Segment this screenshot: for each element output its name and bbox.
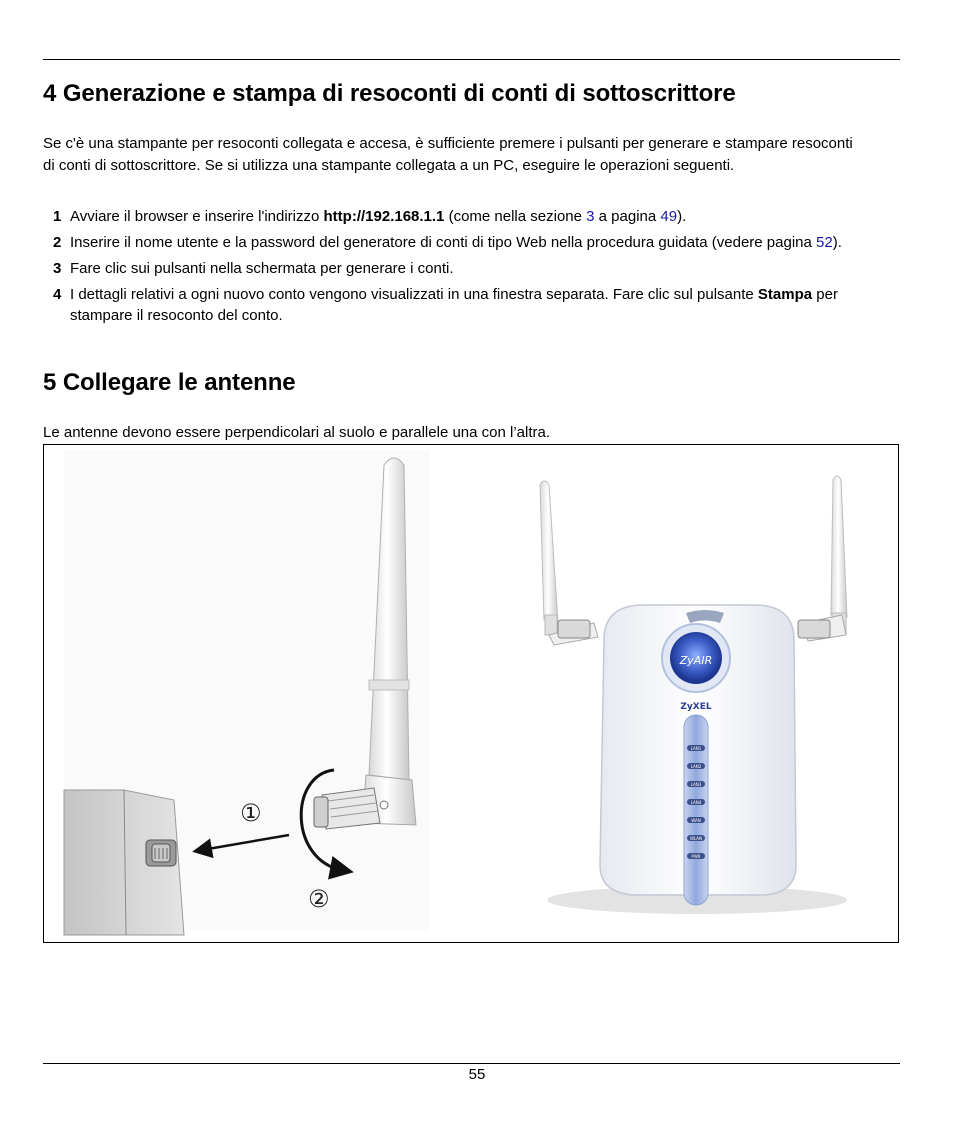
led-label: WAN <box>691 818 701 823</box>
step-item <box>43 232 900 253</box>
step-text: ). <box>677 208 687 225</box>
step-text: Fare clic sui pulsanti nella schermata per generare i conti. <box>70 260 454 277</box>
step-text: I dettagli relativi a ogni nuovo conto vengono visualizzati in una finestra separata. Fare clic sul pulsante <box>70 286 758 303</box>
footer-rule <box>43 1063 900 1064</box>
step-text: per stampare il resoconto del conto. <box>70 286 838 324</box>
device-brand: ZyXEL <box>680 702 712 712</box>
section-5-text: Le antenne devono essere perpendicolari al suolo e parallele una con l’altra. <box>43 424 551 441</box>
page-number: 55 <box>468 1066 486 1083</box>
step-item <box>43 258 900 279</box>
step-number: 1 <box>53 208 62 225</box>
device-logo: ZyAIR <box>679 654 713 667</box>
led-label: LAN4 <box>690 800 702 805</box>
step-item <box>43 206 900 227</box>
step-text: Avviare il browser e inserire l'indirizzo <box>70 208 324 225</box>
section-4-intro: Se c'è una stampante per resoconti collegata e accesa, è sufficiente premere i pulsanti per generare e stampare resoconti di conti di sottoscrittore. Se si utilizza una stampante collegata a un PC, eseguire le operazioni seguenti. <box>43 135 853 174</box>
url-text: http://192.168.1.1 <box>323 208 445 225</box>
page-link[interactable]: 52 <box>816 234 833 251</box>
led-label: LAN1 <box>690 746 702 751</box>
step-two-marker: ② <box>308 885 330 913</box>
step-item <box>43 284 900 326</box>
step-text: (come nella sezione <box>444 208 587 225</box>
antenna-illustration <box>44 445 899 943</box>
section-5-heading: 5 Collegare le antenne <box>43 369 296 396</box>
section-4-heading: 4 Generazione e stampa di resoconti di conti di sottoscrittore <box>43 80 736 107</box>
led-label: LAN2 <box>690 764 702 769</box>
steps-list <box>43 206 900 326</box>
step-text: a pagina <box>594 208 661 225</box>
page-link[interactable]: 49 <box>660 208 678 225</box>
step-number: 2 <box>53 234 62 251</box>
step-number: 3 <box>53 260 62 277</box>
button-name-text: Stampa <box>757 286 813 303</box>
led-label: LAN3 <box>690 782 702 787</box>
step-text: Inserire il nome utente e la password del generatore di conti di tipo Web nella procedura guidata (vedere pagina <box>70 234 817 251</box>
led-label: WLAN <box>689 836 703 841</box>
antenna-figure <box>43 444 899 943</box>
step-number: 4 <box>53 286 62 303</box>
section-link[interactable]: 3 <box>586 208 595 225</box>
access-point-icon <box>540 476 847 914</box>
header-rule <box>43 59 900 60</box>
connector-icon <box>146 840 176 866</box>
led-label: PWR <box>691 854 701 859</box>
step-one-marker: ① <box>240 799 262 827</box>
step-text: ). <box>832 234 842 251</box>
